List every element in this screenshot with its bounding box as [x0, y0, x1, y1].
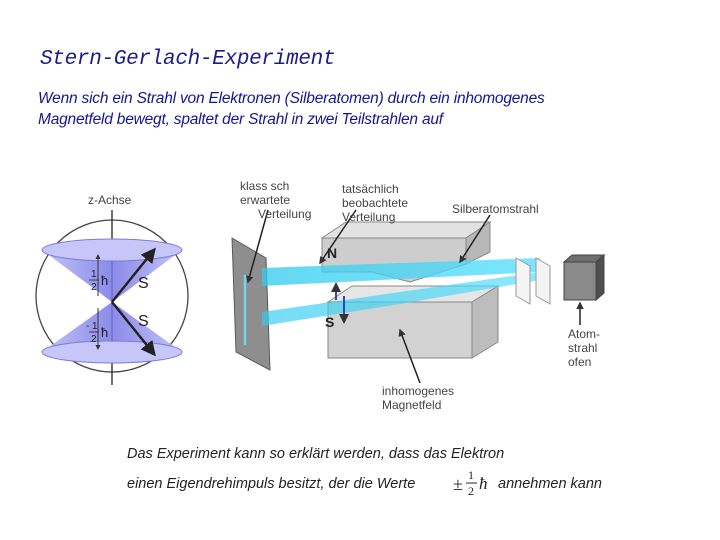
formula-numerator: 1 [468, 468, 474, 482]
collimator-slit-1 [516, 258, 530, 304]
formula-denominator: 2 [468, 484, 474, 498]
classical-distribution-label-1: klass sch [240, 179, 290, 193]
minus-half-sign: - [86, 321, 90, 332]
apparatus-figure [232, 179, 604, 412]
minus-half-denominator: 2 [91, 334, 97, 345]
oven-front [564, 262, 596, 300]
subtitle-line-1: Wenn sich ein Strahl von Elektronen (Silberatomen) durch ein inhomogenes [38, 90, 545, 107]
oven-side [596, 255, 604, 300]
beam-label: Silberatomstrahl [452, 202, 539, 216]
spin-quantization-figure [36, 193, 188, 385]
plus-minus-half-hbar-formula [452, 466, 496, 502]
oven-label-1: Atom- [568, 327, 601, 341]
plus-half-numerator: 1 [91, 269, 97, 280]
upper-cone-rim [42, 239, 182, 261]
spin-up-label: S [138, 275, 149, 292]
plus-half-denominator: 2 [91, 282, 97, 293]
magnet-south-label: S [325, 314, 335, 330]
collimator-slit-2 [536, 258, 550, 304]
observed-distribution-label-3: Verteilung [342, 210, 396, 224]
subtitle-line-2: Magnetfeld bewegt, spaltet der Strahl in zwei Teilstrahlen auf [38, 111, 443, 128]
caption-line-1: Das Experiment kann so erklärt werden, dass das Elektron [127, 446, 505, 462]
minus-half-numerator: 1 [92, 321, 98, 332]
oven-label-2: strahl [568, 341, 598, 355]
field-label-2: Magnetfeld [382, 398, 442, 412]
slide-title: Stern-Gerlach-Experiment [40, 48, 336, 71]
magnet-north-label: N [327, 245, 338, 261]
caption-line-2-end: annehmen kann [498, 476, 602, 492]
stern-gerlach-diagram [0, 170, 720, 440]
minus-half-hbar: ħ [101, 325, 109, 340]
observed-distribution-label-2: beobachtete [342, 196, 409, 210]
magnet-north-top [322, 222, 490, 238]
oven-label-3: ofen [568, 355, 592, 369]
plus-minus-sign: ± [453, 474, 463, 494]
formula-hbar: ħ [479, 474, 488, 493]
z-axis-label: z-Achse [88, 193, 132, 207]
lower-cone-rim [42, 341, 182, 363]
observed-distribution-label-1: tatsächlich [342, 182, 399, 196]
spin-down-label: S [138, 313, 149, 330]
plus-half-hbar: ħ [101, 273, 109, 288]
caption-line-2: einen Eigendrehimpuls besitzt, der die Werte [127, 476, 416, 492]
field-label-1: inhomogenes [382, 384, 455, 398]
detector-screen [232, 238, 270, 370]
classical-distribution-label-2: erwartete [240, 193, 291, 207]
classical-distribution-label-3: Verteilung [258, 207, 312, 221]
